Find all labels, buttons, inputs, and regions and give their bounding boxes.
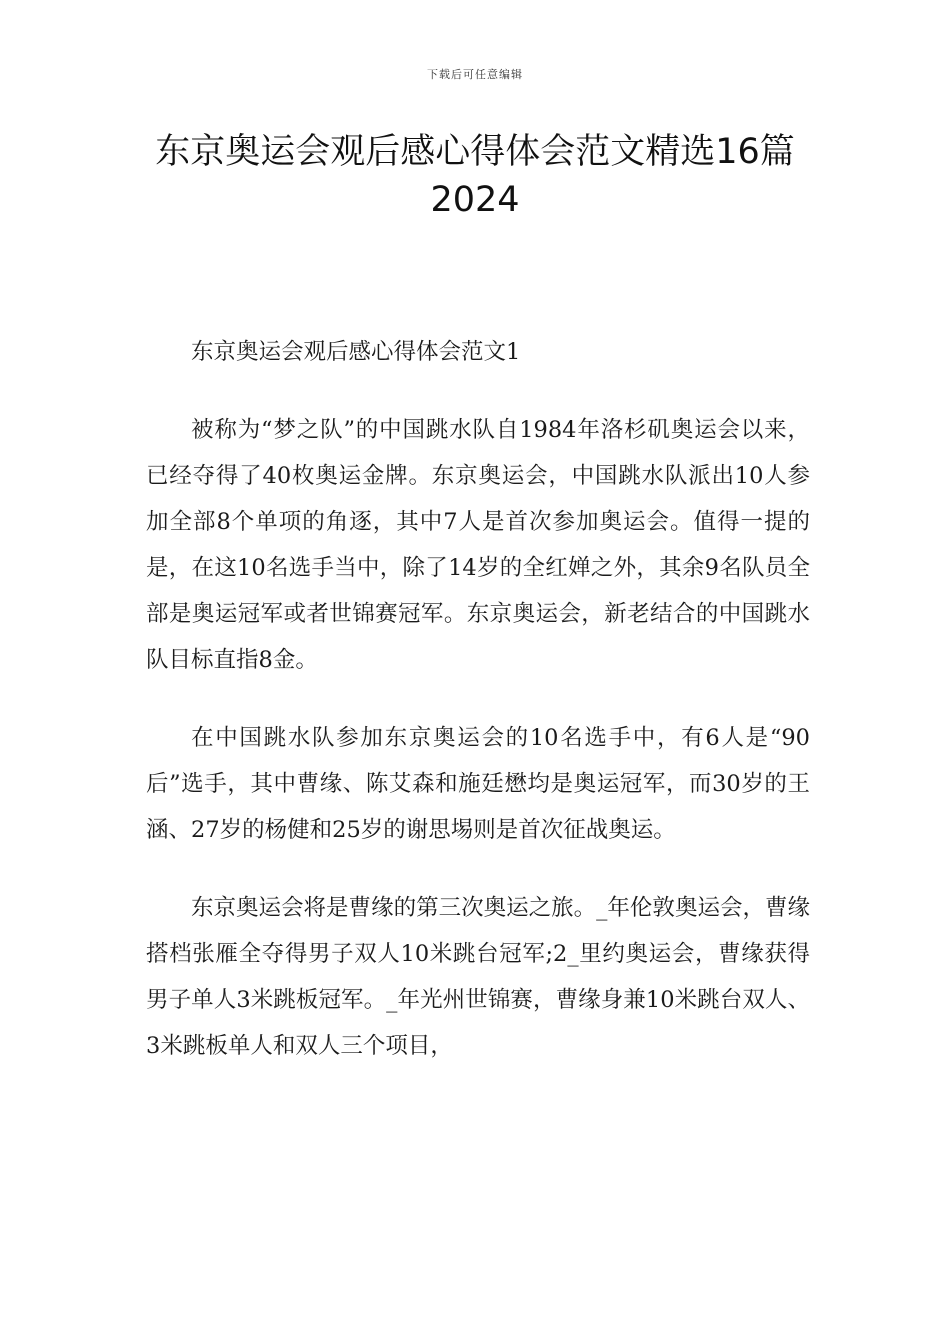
document-title-line-1: 东京奥运会观后感心得体会范文精选16篇 [155,132,795,172]
paragraph-2: 在中国跳水队参加东京奥运会的10名选手中，有6人是“90后”选手，其中曹缘、陈艾森和施廷懋均是奥运冠军，而30岁的王涵、27岁的杨健和25岁的谢思埸则是首次征战奥运。 [146,725,810,843]
document-body [146,329,810,1069]
section-heading: 东京奥运会观后感心得体会范文1 [191,339,521,365]
paragraph-3: 东京奥运会将是曹缘的第三次奥运之旅。_年伦敦奥运会，曹缘搭档张雁全夺得男子双人10米跳台冠军;2_里约奥运会，曹缘获得男子单人3米跳板冠军。_年光州世锦赛，曹缘身兼10米跳台双人、3米跳板单人和双人三个项目， [146,895,810,1059]
header-note: 下载后可任意编辑 [427,68,523,81]
document-title [120,128,830,224]
document-title-line-2: 2024 [430,180,520,220]
paragraph-1: 被称为“梦之队”的中国跳水队自1984年洛杉矶奥运会以来，已经夺得了40枚奥运金牌。东京奥运会，中国跳水队派出10人参加全部8个单项的角逐，其中7人是首次参加奥运会。值得一提的是，在这10名选手当中，除了14岁的全红婵之外，其余9名队员全部是奥运冠军或者世锦赛冠军。东京奥运会，新老结合的中国跳水队目标直指8金。 [146,417,810,673]
